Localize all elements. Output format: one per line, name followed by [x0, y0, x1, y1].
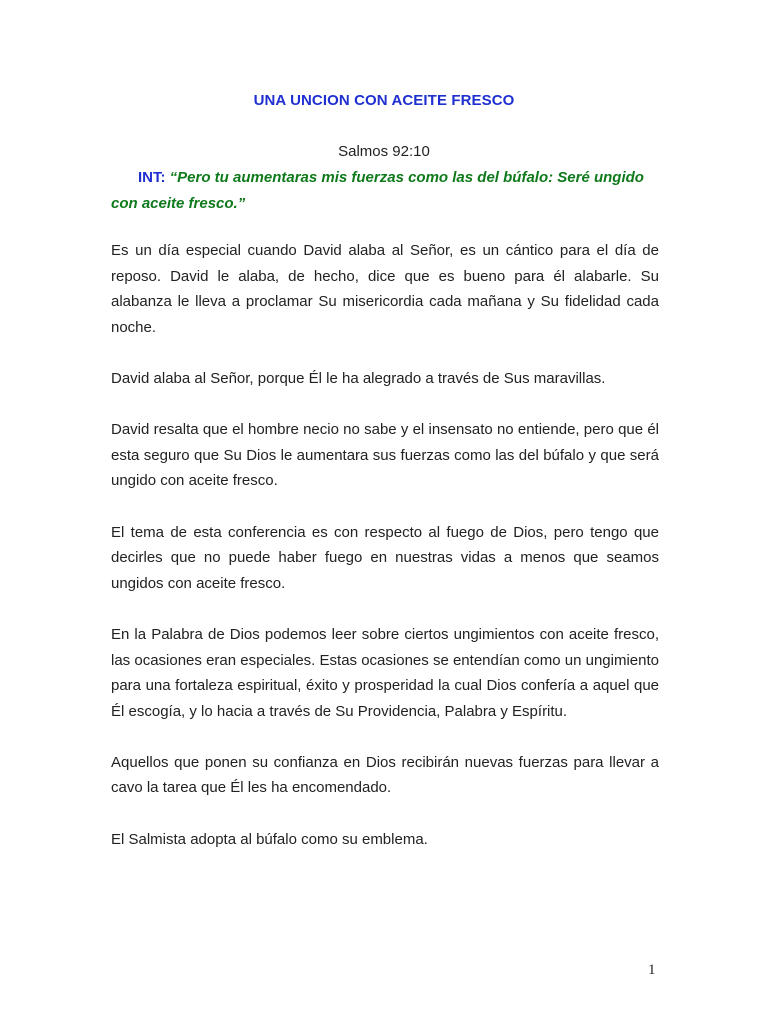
- paragraph: En la Palabra de Dios podemos leer sobre ciertos ungimientos con aceite fresco, las ocasiones eran especiales. Estas ocasiones se entendían como un ungimiento para una fortaleza espiritual, éxito y prosperidad la cual Dios confería a aquel que Él escogía, y lo hacia a través de Su Providencia, Palabra y Espíritu.: [111, 625, 659, 720]
- paragraph: El Salmista adopta al búfalo como su emblema.: [111, 830, 428, 848]
- intro-quote-line2: con aceite fresco.”: [111, 195, 246, 212]
- paragraph: El tema de esta conferencia es con respecto al fuego de Dios, pero tengo que decirles que no puede haber fuego en nuestras vidas a menos que seamos ungidos con aceite fresco.: [111, 523, 659, 592]
- document-title: UNA UNCION CON ACEITE FRESCO: [253, 92, 515, 109]
- paragraph: David alaba al Señor, porque Él le ha alegrado a través de Sus maravillas.: [111, 369, 606, 387]
- scripture-reference: Salmos 92:10: [338, 143, 430, 160]
- intro-label: INT:: [138, 169, 166, 186]
- intro-quote: [111, 165, 659, 217]
- paragraph: Es un día especial cuando David alaba al Señor, es un cántico para el día de reposo. David le alaba, de hecho, dice que es bueno para él alabarle. Su alabanza le lleva a proclamar Su misericordia cada mañana y Su fidelidad cada noche.: [111, 242, 659, 336]
- body-text: [111, 238, 659, 878]
- intro-quote-line1: “Pero tu aumentaras mis fuerzas como las del búfalo: Seré ungido: [169, 169, 644, 186]
- page-number: 1: [648, 962, 656, 978]
- paragraph: Aquellos que ponen su confianza en Dios recibirán nuevas fuerzas para llevar a cavo la tarea que Él les ha encomendado.: [111, 753, 659, 797]
- paragraph: David resalta que el hombre necio no sabe y el insensato no entiende, pero que él esta seguro que Su Dios le aumentara sus fuerzas como las del búfalo y que será ungido con aceite fresco.: [111, 421, 659, 490]
